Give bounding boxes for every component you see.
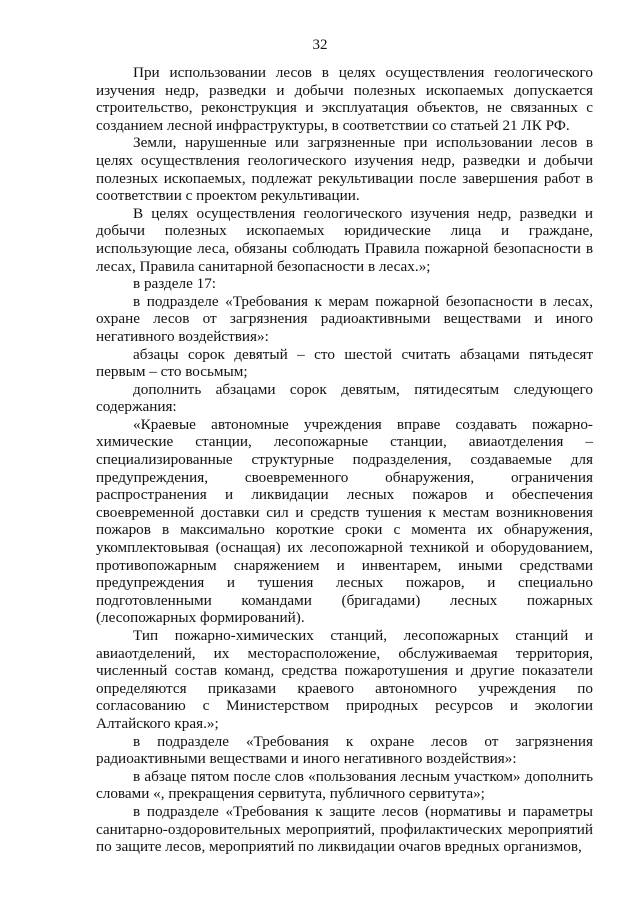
- document-body: [96, 64, 593, 856]
- paragraph-12: в подразделе «Требования к защите лесов (нормативы и параметры санитарно-оздоровительных мероприятий, профилактических мероприятий по защите лесов, мероприятий по ликвидации очагов вредных организмов,: [96, 802, 593, 856]
- paragraph-3: В целях осуществления геологического изучения недр, разведки и добычи полезных ископаемых юридические лица и граждане, использующие леса, обязаны соблюдать Правила пожарной безопасности в лесах, Правила санитарной безопасности в лесах.»;: [96, 204, 593, 275]
- paragraph-5: в подразделе «Требования к мерам пожарной безопасности в лесах, охране лесов от загрязнения радиоактивными веществами и иного негативного воздействия»:: [96, 292, 593, 345]
- page-number: 32: [312, 37, 328, 53]
- paragraph-10: в подразделе «Требования к охране лесов от загрязнения радиоактивными веществами и иного негативного воздействия»:: [96, 732, 593, 768]
- paragraph-9: Тип пожарно-химических станций, лесопожарных станций и авиаотделений, их месторасположение, обслуживаемая территория, численный состав команд, средства пожаротушения и другие показатели определяются приказами краевого автономного учреждения по согласованию с Министерством природных ресурсов и экологии Алтайского края.»;: [96, 627, 593, 732]
- paragraph-1: При использовании лесов в целях осуществления геологического изучения недр, разведки и добычи полезных ископаемых допускается строительство, реконструкция и эксплуатация объектов, не связанных с созданием лесной инфраструктуры, в соответствии со статьей 21 ЛК РФ.: [96, 64, 593, 134]
- paragraph-11: в абзаце пятом после слов «пользования лесным участком» дополнить словами «, прекращения сервитута, публичного сервитута»;: [96, 767, 593, 803]
- paragraph-4: в разделе 17:: [133, 275, 217, 293]
- paragraph-7: дополнить абзацами сорок девятым, пятидесятым следующего содержания:: [96, 380, 593, 416]
- paragraph-8: «Краевые автономные учреждения вправе создавать пожарно-химические станции, лесопожарные станции, авиаотделения – специализированные структурные подразделения, создаваемые для предупреждения, своевременного обнаружения, ограничения распространения и ликвидации лесных пожаров и обеспечения своевременной доставки сил и средств тушения к местам возникновения пожаров в максимально короткие сроки с момента их обнаружения, укомплектовывая (оснащая) их лесопожарной техникой и оборудованием, противопожарным снаряжением и инвентарем, иными средствами предупреждения и тушения лесных пожаров, и специально подготовленными командами (бригадами) лесных пожарных (лесопожарных формирований).: [96, 415, 593, 627]
- paragraph-2: Земли, нарушенные или загрязненные при использовании лесов в целях осуществления геологического изучения недр, разведки и добычи полезных ископаемых, подлежат рекультивации после завершения работ в соответствии с проектом рекультивации.: [96, 134, 593, 205]
- paragraph-6: абзацы сорок девятый – сто шестой считать абзацами пятьдесят первым – сто восьмым;: [96, 345, 593, 381]
